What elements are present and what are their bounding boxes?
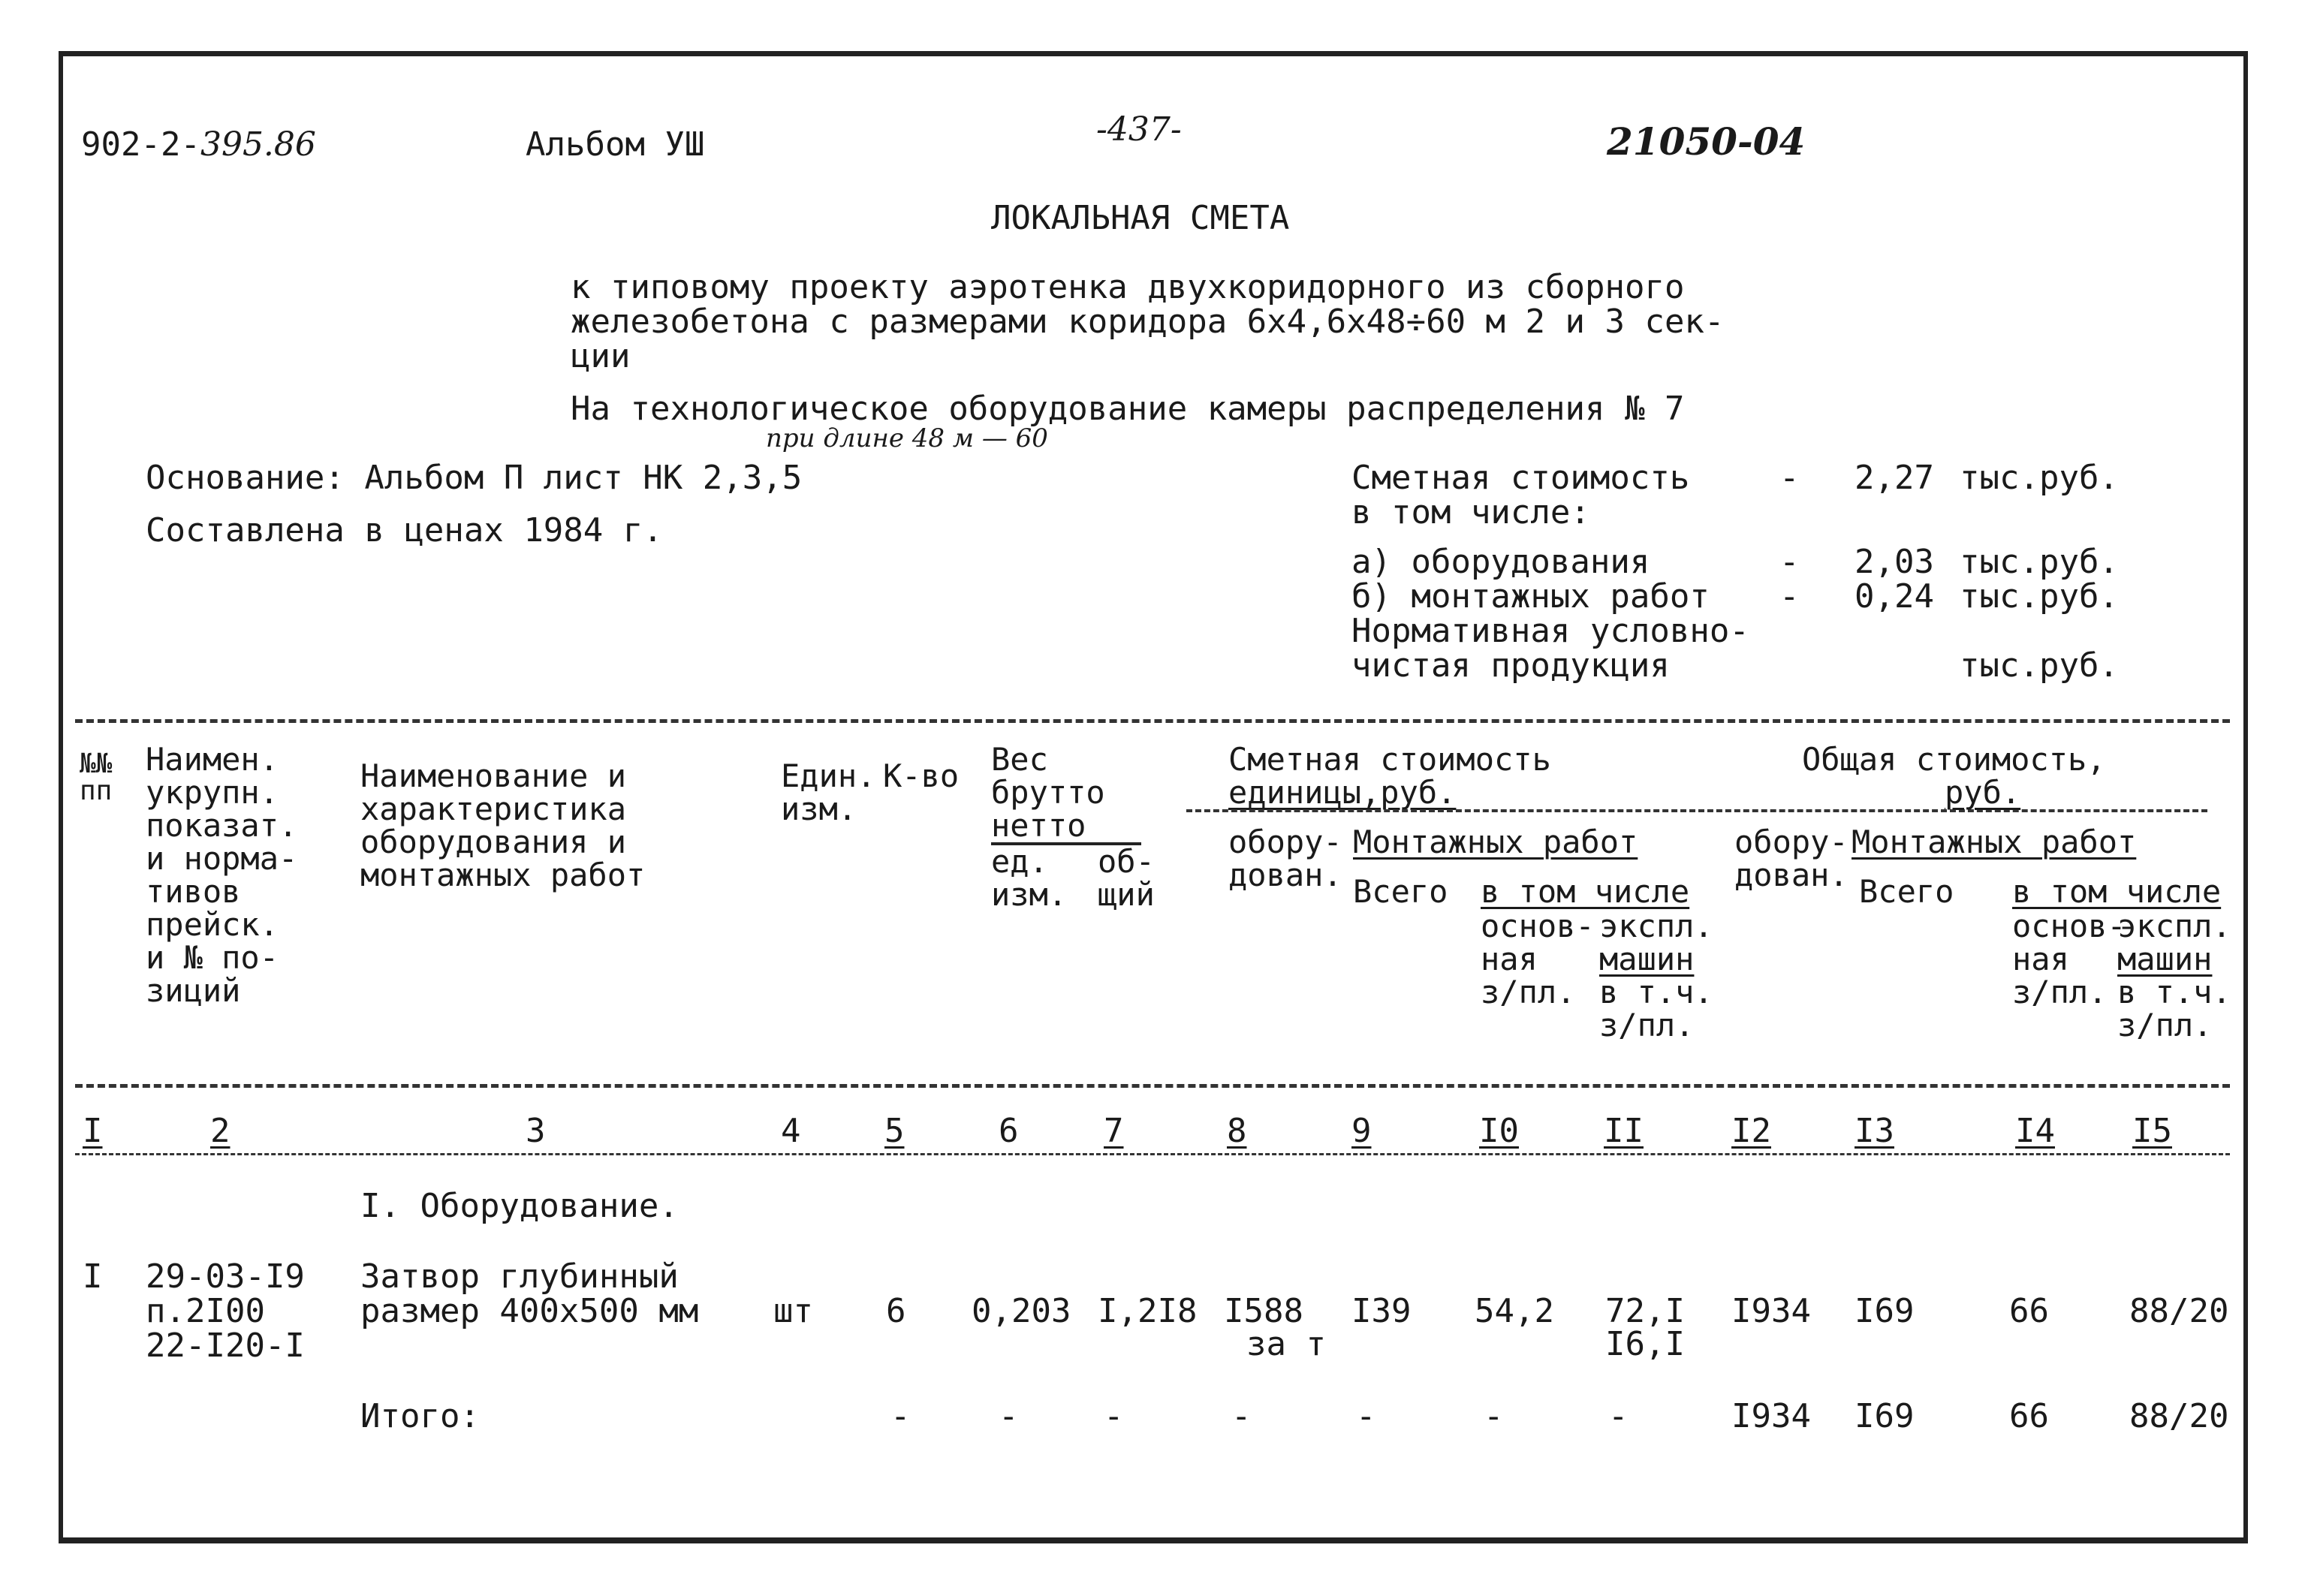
normative-label-2: чистая продукция [1351, 646, 1670, 685]
weight-unit-header-2: изм. [991, 876, 1068, 913]
colnum-6: 6 [999, 1112, 1019, 1150]
colnum-15: I5 [2132, 1112, 2172, 1150]
row1-unit-machine-wage: I6,I [1605, 1325, 1685, 1363]
total-cost-unit: тыс.руб. [1960, 459, 2119, 497]
colnum-3: 3 [526, 1112, 546, 1150]
row1-unit-machine: 72,I [1605, 1292, 1685, 1330]
total-cost-header-2: руб. [1945, 774, 2021, 811]
colnum-13: I3 [1855, 1112, 1894, 1150]
header-bottom-rule [75, 1084, 2230, 1088]
unit-equip-header-2: дован. [1228, 857, 1342, 893]
col2-header-2: укрупн. [146, 774, 279, 811]
total-cost-label: Сметная стоимость [1351, 459, 1690, 497]
unit-install-header: Монтажных работ [1353, 824, 1638, 860]
page-number: -437- [1096, 110, 1182, 149]
weight-header-1: Вес [991, 741, 1048, 778]
col2-header-7: и № по- [146, 939, 279, 976]
total-base-wage-header-3: з/пл. [2012, 974, 2108, 1010]
total-cost-value: 2,27 [1855, 459, 1934, 497]
unit-base-wage-header-1: основ- [1481, 908, 1595, 944]
colnum-11: II [1604, 1112, 1644, 1150]
colnum-7: 7 [1104, 1112, 1124, 1150]
total-row-base-wage: 66 [2009, 1397, 2049, 1435]
total-row-dash-8: - [1231, 1397, 1252, 1435]
colnum-14: I4 [2015, 1112, 2055, 1150]
unit-machine-header-3: в т.ч. [1599, 974, 1713, 1010]
weight-total-header-2: щий [1098, 876, 1155, 913]
total-machine-header-1: экспл. [2117, 908, 2231, 944]
row1-weight-total: I,2I8 [1098, 1292, 1198, 1330]
colnum-9: 9 [1351, 1112, 1372, 1150]
total-incl-header: в том числе [2012, 873, 2222, 910]
total-install-header: Монтажных работ [1852, 824, 2137, 860]
colnum-4: 4 [781, 1112, 801, 1150]
row1-total-equip: I934 [1731, 1292, 1811, 1330]
unit-base-wage-header-3: з/пл. [1481, 974, 1576, 1010]
total-row-dash-5: - [890, 1397, 911, 1435]
unit-base-wage-header-2: ная [1481, 941, 1538, 977]
colnum-10: I0 [1479, 1112, 1519, 1150]
normative-label-1: Нормативная условно- [1351, 612, 1749, 650]
unit-machine-header-1: экспл. [1599, 908, 1713, 944]
total-row-dash-6: - [999, 1397, 1019, 1435]
equipment-cost-unit: тыс.руб. [1960, 543, 2119, 581]
col1-header-2: пп [80, 775, 113, 806]
project-number: 21050-04 [1607, 119, 1806, 164]
row1-code-1: 29-03-I9 [146, 1257, 305, 1296]
installation-cost-dash: - [1779, 577, 1800, 616]
equipment-cost-label: а) оборудования [1351, 543, 1650, 581]
col2-header-1: Наимен. [146, 741, 279, 778]
total-row-install: I69 [1855, 1397, 1915, 1435]
weight-header-2: брутто [991, 774, 1105, 811]
purpose-line: На технологическое оборудование камеры распределения № 7 [571, 390, 1685, 428]
colnum-5: 5 [884, 1112, 905, 1150]
col2-header-5: тивов [146, 873, 241, 910]
col3-header-1: Наименование и [360, 757, 627, 794]
subtitle-line-2: железобетона с размерами коридора 6х4,6х48÷60 м 2 и 3 сек- [571, 303, 1725, 341]
unit-cost-header-1: Сметная стоимость [1228, 741, 1551, 778]
row1-total-machine: 88/20 [2129, 1292, 2229, 1330]
row1-qty: 6 [886, 1292, 906, 1330]
total-machine-header-3: в т.ч. [2117, 974, 2231, 1010]
total-base-wage-header-2: ная [2012, 941, 2069, 977]
total-machine-header-2: машин [2117, 941, 2213, 977]
row1-weight-unit: 0,203 [972, 1292, 1071, 1330]
row1-unit-base-wage: 54,2 [1475, 1292, 1554, 1330]
col2-header-4: и норма- [146, 840, 298, 877]
col2-header-3: показат. [146, 807, 298, 844]
row1-unit-equip-note: за т [1246, 1325, 1326, 1363]
unit-incl-header: в том числе [1481, 873, 1690, 910]
installation-cost-unit: тыс.руб. [1960, 577, 2119, 616]
normative-unit: тыс.руб. [1960, 646, 2119, 685]
weight-unit-header-1: ед. [991, 843, 1048, 880]
row1-unit-install-total: I39 [1351, 1292, 1412, 1330]
equipment-cost-value: 2,03 [1855, 543, 1934, 581]
col3-header-2: характеристика [360, 790, 627, 827]
total-row-dash-7: - [1104, 1397, 1124, 1435]
total-row-dash-10: - [1484, 1397, 1504, 1435]
total-base-wage-header-1: основ- [2012, 908, 2126, 944]
colnum-rule [75, 1153, 2230, 1155]
section-title: I. Оборудование. [360, 1187, 679, 1225]
total-cost-header-1: Общая стоимость, [1802, 741, 2106, 778]
equipment-cost-dash: - [1779, 543, 1800, 581]
total-row-dash-11: - [1608, 1397, 1629, 1435]
total-row-machine: 88/20 [2129, 1397, 2229, 1435]
total-install-total-header: Всего [1859, 873, 1954, 910]
unit-cost-header-2: единицы,руб. [1228, 774, 1457, 811]
col4-header-1: Един. [781, 757, 876, 794]
total-row-label: Итого: [360, 1397, 480, 1435]
colnum-1: I [83, 1112, 103, 1150]
total-row-dash-9: - [1356, 1397, 1376, 1435]
row1-total-install: I69 [1855, 1292, 1915, 1330]
row1-unit: шт [773, 1292, 813, 1330]
row1-unit-equip: I588 [1224, 1292, 1303, 1330]
cost-group-rule [1186, 809, 2207, 812]
col3-header-4: монтажных работ [360, 857, 646, 893]
including-label: в том числе: [1351, 493, 1590, 531]
doc-code: 902-2-395.86 [81, 125, 316, 164]
row1-code-2: п.2I00 [146, 1292, 265, 1330]
row1-code-3: 22-I20-I [146, 1326, 305, 1365]
weight-total-header-1: об- [1098, 843, 1155, 880]
total-machine-header-4: з/пл. [2117, 1007, 2213, 1043]
total-equip-header-2: дован. [1734, 857, 1849, 893]
album-label: Альбом УШ [526, 125, 705, 164]
total-row-equip: I934 [1731, 1397, 1811, 1435]
basis-line: Основание: Альбом П лист НК 2,3,5 [146, 459, 803, 497]
col3-header-3: оборудования и [360, 824, 627, 860]
table-top-rule [75, 719, 2230, 723]
row1-name-2: размер 400х500 мм [360, 1292, 699, 1330]
col4-header-2: изм. [781, 790, 857, 827]
colnum-2: 2 [210, 1112, 230, 1150]
colnum-8: 8 [1227, 1112, 1247, 1150]
installation-cost-value: 0,24 [1855, 577, 1934, 616]
unit-machine-header-2: машин [1599, 941, 1695, 977]
unit-equip-header-1: обору- [1228, 824, 1342, 860]
col5-header: К-во [883, 757, 960, 794]
total-equip-header-1: обору- [1734, 824, 1849, 860]
subtitle-line-1: к типовому проекту аэротенка двухкоридорного из сборного [571, 268, 1685, 306]
col1-header-1: №№ [80, 748, 113, 779]
subtitle-line-3: ции [571, 337, 631, 375]
col2-header-6: прейск. [146, 906, 279, 943]
row1-num: I [83, 1257, 103, 1296]
unit-install-total-header: Всего [1353, 873, 1448, 910]
row1-name-1: Затвор глубинный [360, 1257, 679, 1296]
prices-line: Составлена в ценах 1984 г. [146, 511, 663, 550]
total-cost-dash: - [1779, 459, 1800, 497]
row1-total-base-wage: 66 [2009, 1292, 2049, 1330]
col2-header-8: зиций [146, 972, 241, 1009]
document-title: ЛОКАЛЬНАЯ СМЕТА [991, 199, 1290, 237]
weight-header-3: нетто [991, 807, 1086, 844]
unit-machine-header-4: з/пл. [1599, 1007, 1695, 1043]
colnum-12: I2 [1731, 1112, 1771, 1150]
handwritten-note: при длине 48 м — 60 [766, 423, 1048, 453]
installation-cost-label: б) монтажных работ [1351, 577, 1710, 616]
